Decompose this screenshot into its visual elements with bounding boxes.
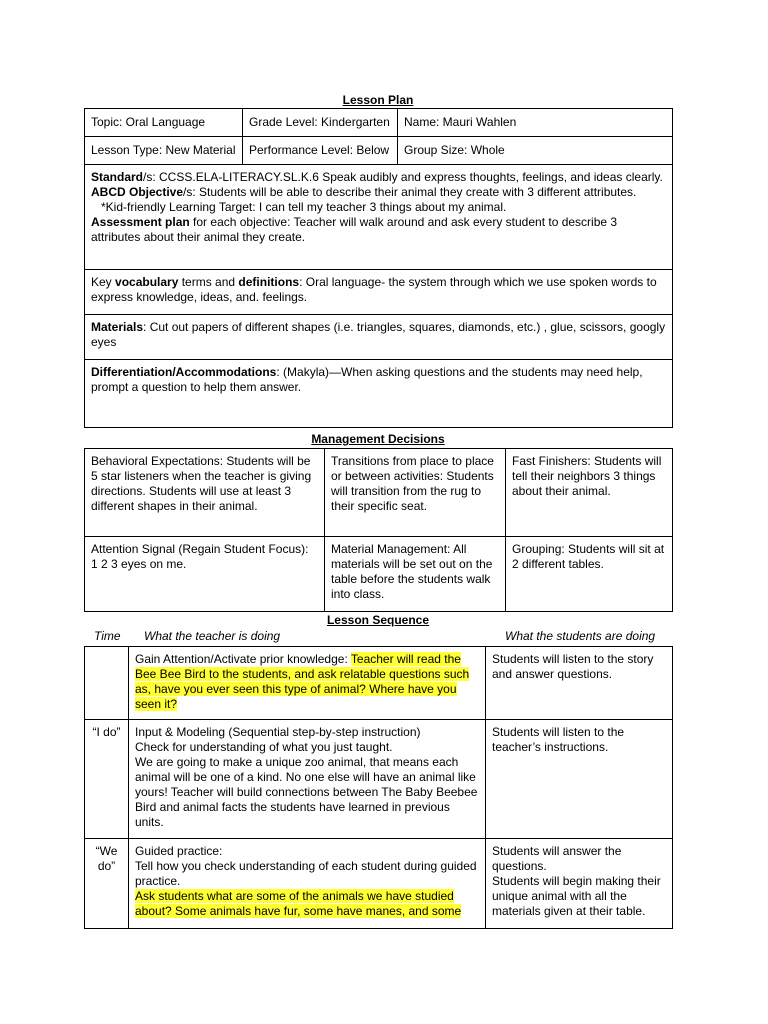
teacher-highlight: Teacher will read the Bee Bee Bird to the students, and ask relatable questions such as, have you ever seen this type of animal? Where have you seen it? [135,652,470,711]
col-students-header: What the students are doing [505,629,656,643]
assessment-label: Assessment plan [91,215,190,229]
students-cell: Students will listen to the teacher’s instructions. [486,720,673,839]
vocab-label: vocabulary [115,275,179,289]
grade-level-cell: Grade Level: Kindergarten [243,109,398,137]
time-cell [85,647,129,720]
abcd-line [91,185,666,200]
standard-line [91,170,666,185]
material-management-cell: Material Management: All materials will be set out on the table before the students walk into class. [325,537,506,612]
differentiation-cell [85,360,673,428]
fast-finishers-cell: Fast Finishers: Students will tell their neighbors 3 things about their animal. [506,449,673,537]
teacher-cell [129,839,486,929]
standard-label: Standard [91,170,144,184]
behavioral-expectations-cell: Behavioral Expectations: Students will be 5 star listeners when the teacher is giving directions. Students will use at least 3 different shapes in their animal. [85,449,325,537]
lesson-plan-table [84,108,673,428]
vocab-prefix: Key [91,275,116,289]
management-table [84,448,673,612]
group-size-cell: Group Size: Whole [398,137,673,165]
col-time-header: Time [94,629,121,643]
kid-friendly-target: *Kid-friendly Learning Target: I can tell my teacher 3 things about my animal. [101,200,507,214]
transitions-cell: Transitions from place to place or between activities: Students will transition from the rug to their specific seat. [325,449,506,537]
teacher-cell [129,647,486,720]
standards-cell [85,165,673,270]
vocabulary-cell [85,270,673,315]
lesson-plan-title: Lesson Plan [342,93,414,107]
time-cell: “We do” [85,839,129,929]
time-cell: “I do” [85,720,129,839]
col-teacher-header: What the teacher is doing [144,629,281,643]
attention-signal-cell: Attention Signal (Regain Student Focus): 1 2 3 eyes on me. [85,537,325,612]
students-cell: Students will answer the questions. Students will begin making their unique animal with all the materials given at their table. [486,839,673,929]
vocab-mid: terms and [178,275,239,289]
differentiation-label: Differentiation/Accommodations [91,365,277,379]
vocab-text: : Oral language- the system through which we use spoken words to express knowledge, ideas, and. feelings. [91,275,657,304]
standard-text: /s: CCSS.ELA-LITERACY.SL.K.6 Speak audibly and express thoughts, feelings, and ideas clearly. [143,170,663,184]
table-row [85,647,673,720]
table-row [85,720,673,839]
students-cell: Students will listen to the story and answer questions. [486,647,673,720]
teacher-cell: Input & Modeling (Sequential step-by-step instruction) Check for understanding of what you just taught. We are going to make a unique zoo animal, that means each animal will be one of a kind. No one else will have an animal like yours! Teacher will build connections between The Baby Beebee Bird and animal facts the students have learned in previous units. [129,720,486,839]
teacher-text: Gain Attention/Activate prior knowledge: [135,652,351,666]
lesson-type-cell: Lesson Type: New Material [85,137,243,165]
teacher-highlight: Ask students what are some of the animals we have studied about? Some animals have fur, some have manes, and some [135,889,462,918]
topic-cell: Topic: Oral Language [85,109,243,137]
materials-label: Materials [91,320,144,334]
lesson-sequence-table [84,646,673,929]
definitions-label: definitions [238,275,300,289]
grouping-cell: Grouping: Students will sit at 2 different tables. [506,537,673,612]
name-cell: Name: Mauri Wahlen [398,109,673,137]
management-title: Management Decisions [311,432,445,446]
abcd-label: ABCD Objective [91,185,184,199]
performance-level-cell: Performance Level: Below [243,137,398,165]
assessment-text: for each objective: Teacher will walk around and ask every student to describe 3 attributes about their animal they create. [91,215,618,244]
teacher-text: Guided practice: Tell how you check understanding of each student during guided practice. [135,844,477,888]
differentiation-text: : (Makyla)—When asking questions and the students may need help, prompt a question to help them answer. [91,365,643,394]
table-row [85,839,673,929]
materials-text: : Cut out papers of different shapes (i.e. triangles, squares, diamonds, etc.) , glue, scissors, googly eyes [91,320,666,349]
lesson-sequence-title: Lesson Sequence [326,613,430,627]
abcd-text: /s: Students will be able to describe their animal they create with 3 different attributes. [183,185,637,199]
assessment-line [91,215,666,245]
materials-cell [85,315,673,360]
